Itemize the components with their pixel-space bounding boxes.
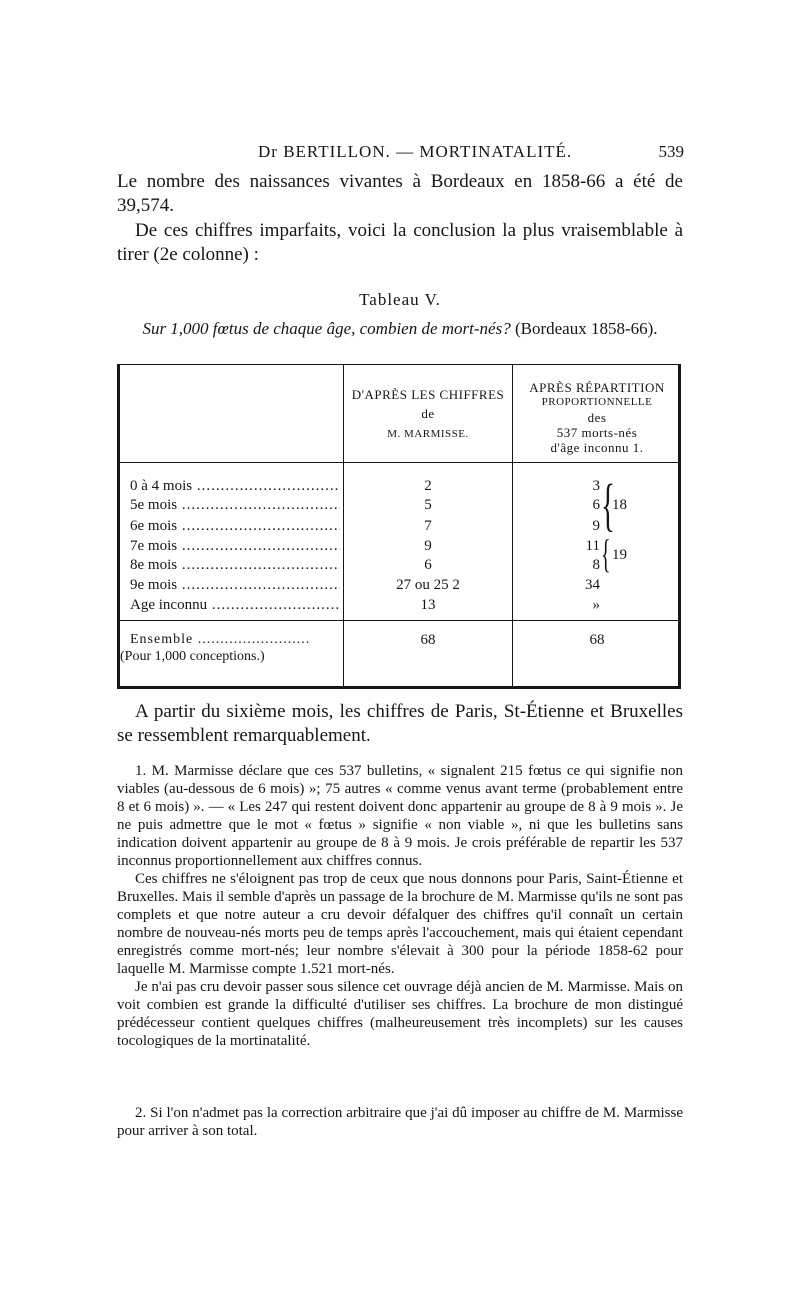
table-cell-marmisse: 5	[424, 497, 432, 513]
table-row-label: 8e mois .....	[130, 557, 340, 574]
column-header-repartition	[513, 380, 681, 455]
col2-header-line: 537 morts-nés	[556, 425, 638, 440]
footnote-1	[117, 762, 683, 1050]
running-header	[258, 142, 684, 162]
table-row-label: 6e mois .....	[130, 518, 340, 535]
col1-header-line: D'APRÈS LES CHIFFRES	[351, 387, 505, 402]
table-cell-marmisse: 2	[424, 478, 432, 494]
table-row-label: 5e mois .....	[130, 497, 340, 514]
summary-sub-label: (Pour 1,000 conceptions.)	[120, 649, 265, 664]
table-row-label: 9e mois .....	[130, 577, 340, 594]
table-title: Tableau V.	[359, 290, 441, 309]
table-header-rule	[117, 462, 681, 463]
footnote-2: 2. Si l'on n'admet pas la correction arbitraire que j'ai dû imposer au chiffre de M. Marmisse pour arriver à son total.	[117, 1105, 683, 1139]
group-2-total: 19	[612, 547, 627, 563]
brace-group-1: {	[601, 472, 615, 537]
col2-header-line: d'âge inconnu 1.	[550, 440, 644, 455]
group-1-total: 18	[612, 497, 627, 513]
table-cell-repartition: 34	[585, 577, 600, 593]
summary-cell-marmisse: 68	[420, 632, 436, 648]
table-cell-marmisse: 6	[424, 557, 432, 573]
table-cell-marmisse: 9	[424, 538, 432, 554]
footnote-1-paragraph: Je n'ai pas cru devoir passer sous silence cet ouvrage déjà ancien de M. Marmisse. Mais on voit combien est grande la difficulté d'utiliser ses chiffres. La brochure de mon distingué prédécesseur contient quelques chiffres (malheureusement très incomplets) sur les causes tocologiques de la mortinatalité.	[117, 979, 683, 1049]
table-cell-marmisse: 27 ou 25 2	[396, 577, 460, 593]
table-cell-repartition: 11	[585, 538, 600, 554]
table-caption-source: (Bordeaux 1858-66).	[514, 319, 658, 338]
table-cell-repartition: »	[592, 597, 600, 613]
page-number: 539	[658, 142, 684, 161]
intro-paragraph-2: De ces chiffres imparfaits, voici la conclusion la plus vraisemblable à tirer (2e colonne) :	[117, 220, 683, 265]
column-header-marmisse	[344, 387, 512, 442]
footnote-1-paragraph: 1. M. Marmisse déclare que ces 537 bulletins, « signalent 215 fœtus ce qui signifie non viables (au-dessous de 6 mois) »; 75 autres « comme venus avant terme (probablement entre 8 et 6 mois) ». — « Les 247 qui restent doivent donc appartenir au groupe de 8 à 9 mois ». Je ne puis admettre que le mot « fœtus » signifie « non viable », ni que les bulletins sans indication doivent appartenir au groupe de 8 à 9 mois. Je crois préférable de repartir les 537 inconnus proportionnellement aux chiffres connus.	[117, 763, 683, 869]
summary-label: Ensemble .........................	[130, 632, 311, 647]
summary-label-text: Ensemble	[130, 632, 194, 647]
main-paragraph: A partir du sixième mois, les chiffres de Paris, St-Étienne et Bruxelles se ressemblent remarquablement.	[117, 701, 683, 746]
col1-header-line: de	[421, 406, 435, 421]
table-cell-repartition: 3	[592, 478, 600, 494]
table-cell-repartition: 9	[592, 518, 600, 534]
table-cell-marmisse: 13	[420, 597, 436, 613]
table-caption-question: Sur 1,000 fœtus de chaque âge, combien de mort-nés?	[142, 319, 511, 338]
table-caption	[117, 319, 683, 339]
table-cell-marmisse: 7	[424, 518, 432, 534]
table-row-label: 7e mois .....	[130, 538, 340, 555]
intro-paragraph-1: Le nombre des naissances vivantes à Bordeaux en 1858-66 a été de 39,574.	[117, 171, 683, 216]
brace-group-2: {	[601, 531, 611, 576]
table-row-label: Age inconnu .....	[130, 597, 340, 614]
running-title: Dr BERTILLON. — MORTINATALITÉ.	[258, 142, 573, 161]
summary-cell-repartition: 68	[589, 632, 605, 648]
col2-header-line: des	[587, 410, 607, 425]
table-cell-repartition: 8	[592, 557, 600, 573]
table-cell-repartition: 6	[592, 497, 600, 513]
footnote-1-paragraph: Ces chiffres ne s'éloignent pas trop de ceux que nous donnons pour Paris, Saint-Étienne et Bruxelles. Mais il semble d'après un passage de la brochure de M. Marmisse qu'ils ne sont pas complets et que notre auteur a cru devoir défalquer des chiffres qu'il connaît un certain nombre de nouveau-nés morts peu de temps après l'accouchement, mais qui étaient cependant enregistrés comme mort-nés; leur nombre s'élevait à 300 pour la période 1858-62 pour laquelle M. Marmisse compte 1.521 mort-nés.	[117, 871, 683, 977]
col1-header-line: M. MARMISSE.	[387, 428, 469, 440]
col2-header-line: APRÈS RÉPARTITION	[529, 380, 665, 395]
col2-header-line: PROPORTIONNELLE	[541, 396, 653, 408]
table-summary-rule	[117, 620, 681, 621]
table-row-label: 0 à 4 mois .....	[130, 478, 340, 495]
